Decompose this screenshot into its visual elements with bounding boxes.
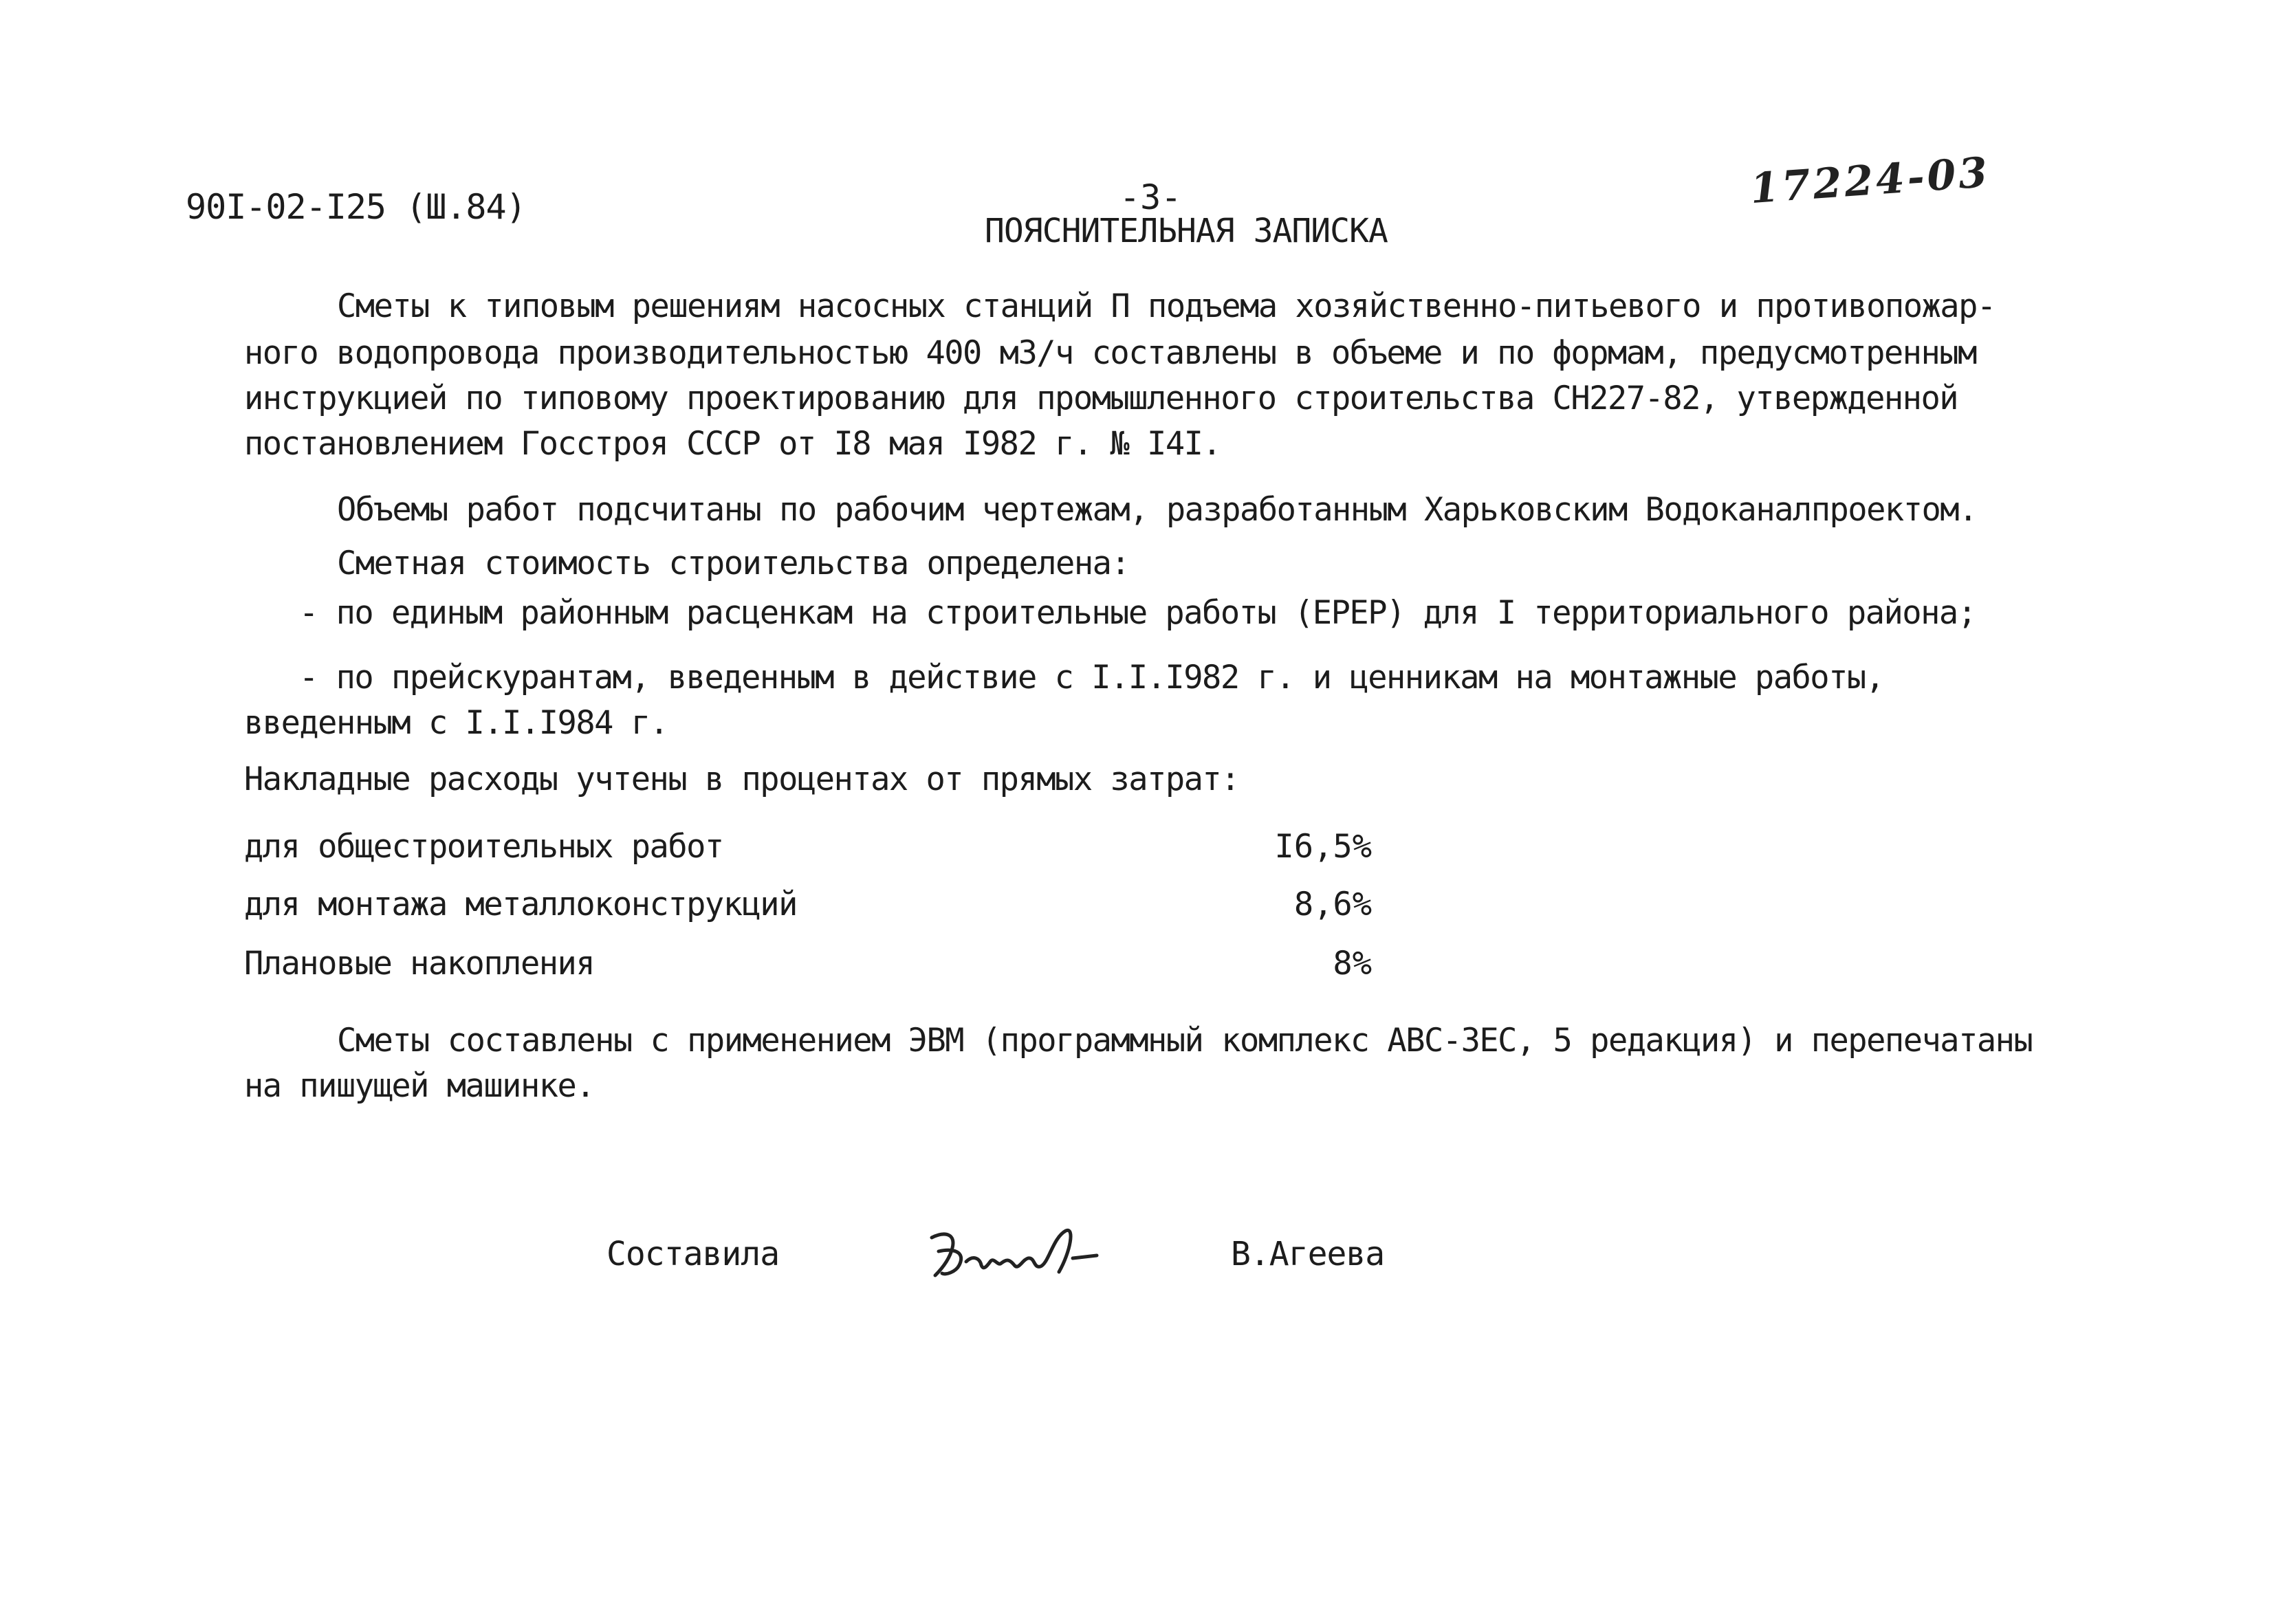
- rate-label-3: Плановые накопления: [244, 945, 595, 983]
- para2: Объемы работ подсчитаны по рабочим чертежам, разработанным Харьковским Водоканалпроектом.: [337, 491, 1977, 529]
- rate-value-3: 8%: [1333, 945, 1372, 983]
- rate-value-2: 8,6%: [1293, 886, 1372, 923]
- para4-line-1: Сметы составлены с применением ЭВМ (программный комплекс АВС-3ЕС, 5 редакция) и перепечатаны: [337, 1022, 2033, 1060]
- rate-value-1: I6,5%: [1274, 828, 1372, 866]
- handwritten-signature: [918, 1210, 1117, 1293]
- overhead-intro: Накладные расходы учтены в процентах от прямых затрат:: [244, 760, 1240, 798]
- bullet-2-line-1: - по прейскурантам, введенным в действие с I.I.I982 г. и ценникам на монтажные работы,: [299, 659, 1884, 696]
- handwritten-number: 17224-03: [1748, 148, 1992, 214]
- para1-line-2: ного водопровода производительностью 400 м3/ч составлены в объеме и по формам, предусмотренным: [244, 334, 1976, 372]
- bullet-2-line-2: введенным с I.I.I984 г.: [244, 704, 668, 742]
- signature-label: Составила: [606, 1235, 780, 1273]
- rate-label-1: для общестроительных работ: [244, 828, 723, 866]
- document-code: 90I-02-I25 (Ш.84): [186, 187, 526, 227]
- para4-line-2: на пишущей машинке.: [244, 1067, 595, 1105]
- document-title: ПОЯСНИТЕЛЬНАЯ ЗАПИСКА: [985, 212, 1388, 250]
- para3: Сметная стоимость строительства определена:: [337, 545, 1130, 582]
- rate-label-2: для монтажа металлоконструкций: [244, 886, 797, 923]
- bullet-1: - по единым районным расценкам на строительные работы (ЕРЕР) для I территориального района;: [299, 594, 1976, 632]
- para1-line-1: Сметы к типовым решениям насосных станций П подъема хозяйственно-питьевого и противопожар-: [337, 287, 1996, 325]
- para1-line-3: инструкцией по типовому проектированию для промышленного строительства СН227-82, утвержденной: [244, 380, 1958, 417]
- para1-line-4: постановлением Госстроя СССР от I8 мая I982 г. № I4I.: [244, 425, 1221, 463]
- signatory-name: В.Агеева: [1231, 1235, 1385, 1273]
- page-number: -3-: [1119, 177, 1182, 217]
